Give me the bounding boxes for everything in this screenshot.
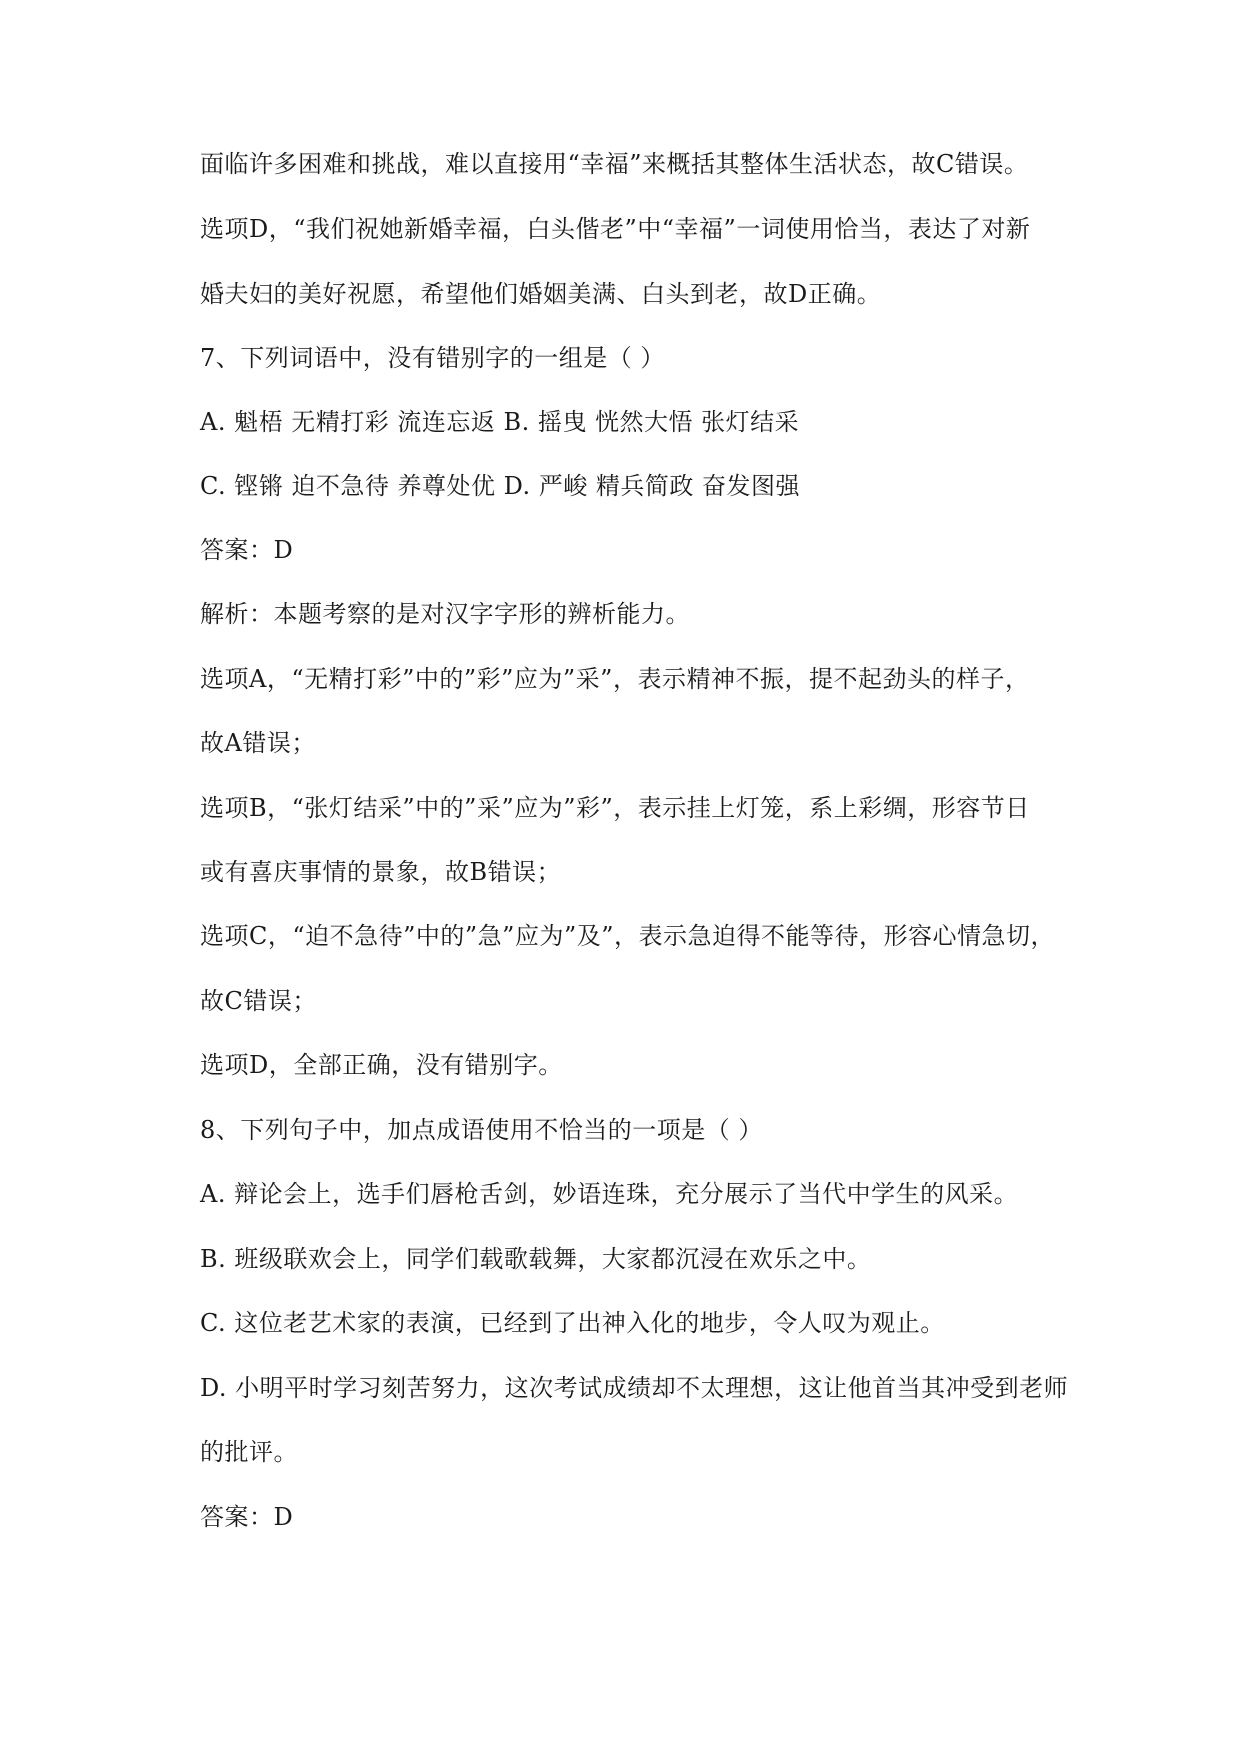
question-7-options-ab: A. 魁梧 无精打彩 流连忘返 B. 摇曳 恍然大悟 张灯结采	[200, 408, 800, 436]
text-line: 或有喜庆事情的景象，故B错误；	[200, 858, 562, 886]
question-8-option-a: A. 辩论会上，选手们唇枪舌剑，妙语连珠，充分展示了当代中学生的风采。	[200, 1180, 1019, 1208]
question-8-answer: 答案：D	[200, 1503, 294, 1531]
question-7-stem: 7、下列词语中，没有错别字的一组是（ ）	[200, 344, 665, 372]
text-line: 婚夫妇的美好祝愿，希望他们婚姻美满、白头到老，故D正确。	[200, 280, 882, 308]
question-7-options-cd: C. 铿锵 迫不急待 养尊处优 D. 严峻 精兵简政 奋发图强	[200, 472, 801, 500]
text-line: 选项B，“张灯结采”中的”采”应为”彩”，表示挂上灯笼，系上彩绸，形容节日	[200, 794, 1030, 822]
text-line: 选项C，“迫不急待”中的”急”应为”及”，表示急迫得不能等待，形容心情急切，	[200, 922, 1055, 950]
question-7-analysis: 解析：本题考察的是对汉字字形的辨析能力。	[200, 600, 690, 628]
question-7-answer: 答案：D	[200, 536, 294, 564]
question-8-stem: 8、下列句子中，加点成语使用不恰当的一项是（ ）	[200, 1116, 763, 1144]
text-line: 故A错误；	[200, 729, 316, 757]
question-8-option-c: C. 这位老艺术家的表演，已经到了出神入化的地步，令人叹为观止。	[200, 1309, 945, 1337]
text-line: 选项D，全部正确，没有错别字。	[200, 1051, 563, 1079]
text-line: 选项D，“我们祝她新婚幸福，白头偕老”中“幸福”一词使用恰当，表达了对新	[200, 215, 1031, 243]
question-8-option-b: B. 班级联欢会上，同学们载歌载舞，大家都沉浸在欢乐之中。	[200, 1245, 872, 1273]
text-line: 故C错误；	[200, 987, 317, 1015]
text-line: 面临许多困难和挑战，难以直接用“幸福”来概括其整体生活状态，故C错误。	[200, 150, 1029, 178]
text-line: 选项A，“无精打彩”中的”彩”应为”采”，表示精神不振，提不起劲头的样子，	[200, 665, 1030, 693]
text-line: 的批评。	[200, 1438, 298, 1466]
question-8-option-d: D. 小明平时学习刻苦努力，这次考试成绩却不太理想，这让他首当其冲受到老师	[200, 1374, 1069, 1402]
